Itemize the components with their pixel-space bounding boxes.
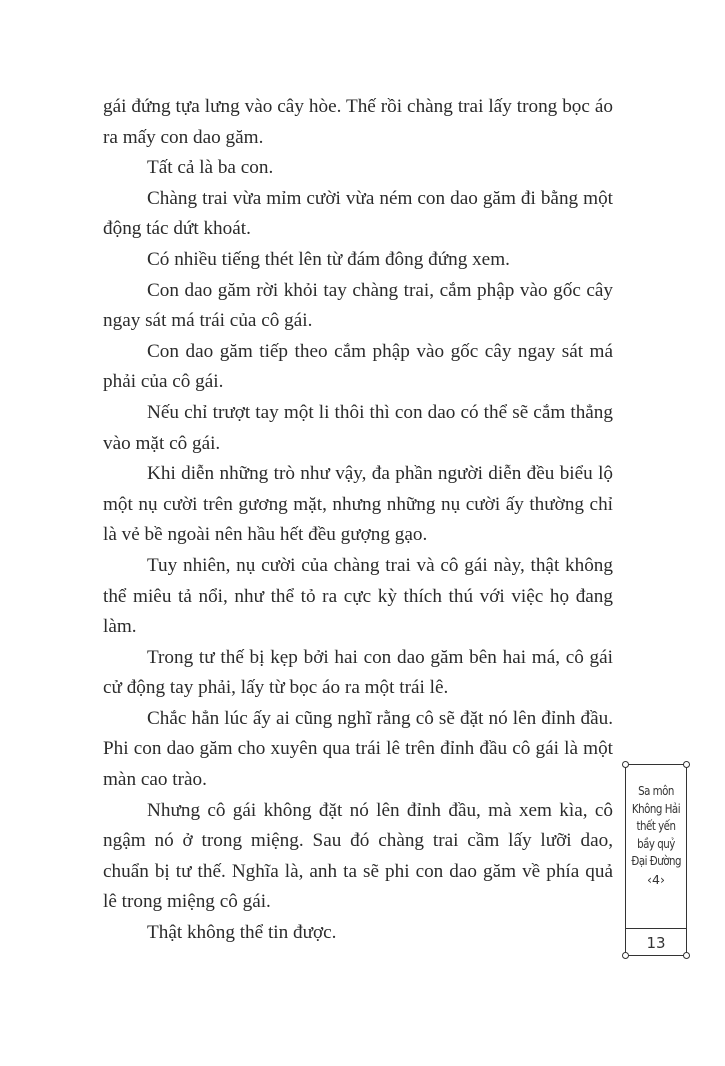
paragraph-5: Con dao găm rời khỏi tay chàng trai, cắm phập vào gốc cây ngay sát má trái của cô gái. xyxy=(103,279,613,332)
paragraph-3: Chàng trai vừa mỉm cười vừa ném con dao găm đi bằng một động tác dứt khoát. xyxy=(103,187,613,240)
body-text xyxy=(103,92,613,949)
divider xyxy=(626,928,686,929)
book-title-line: Đại Đường xyxy=(631,853,682,868)
paragraph-11: Chắc hẳn lúc ấy ai cũng nghĩ rằng cô sẽ đặt nó lên đỉnh đầu. Phi con dao găm cho xuyên qua trái lê trên đỉnh đầu cô gái là một màn cao trào. xyxy=(103,707,613,791)
book-title-line: thết yến xyxy=(636,818,676,833)
paragraph-9: Tuy nhiên, nụ cười của chàng trai và cô gái này, thật không thể miêu tả nổi, như thể tỏ ra cực kỳ thích thú với việc họ đang làm. xyxy=(103,554,613,638)
book-title xyxy=(626,765,686,890)
book-title-line: Sa môn xyxy=(638,783,674,798)
volume-number: ‹4› xyxy=(647,871,665,887)
paragraph-13: Thật không thể tin được. xyxy=(147,922,337,944)
book-title-line: bầy quỷ xyxy=(637,835,675,851)
book-title-line: Không Hải xyxy=(631,800,681,816)
book-title-tab xyxy=(625,764,687,956)
paragraph-6: Con dao găm tiếp theo cắm phập vào gốc cây ngay sát má phải của cô gái. xyxy=(103,340,613,393)
paragraph-8: Khi diễn những trò như vậy, đa phần người diễn đều biểu lộ một nụ cười trên gương mặt, nhưng những nụ cười ấy thường chỉ là vẻ bề ngoài nên hầu hết đều gượng gạo. xyxy=(103,463,613,546)
paragraph-2: Tất cả là ba con. xyxy=(147,157,274,179)
corner-ornament xyxy=(683,952,690,959)
paragraph-12: Nhưng cô gái không đặt nó lên đỉnh đầu, mà xem kìa, cô ngậm nó ở trong miệng. Sau đó chàng trai cầm lấy lưỡi dao, chuẩn bị tư thế. Nghĩa là, anh ta sẽ phi con dao găm về phía quả lê trong miệng cô gái. xyxy=(103,799,613,913)
paragraph-4: Có nhiều tiếng thét lên từ đám đông đứng xem. xyxy=(147,248,510,270)
paragraph-7: Nếu chỉ trượt tay một li thôi thì con dao có thể sẽ cắm thẳng vào mặt cô gái. xyxy=(103,401,613,454)
page-number: 13 xyxy=(646,934,666,952)
corner-ornament xyxy=(622,952,629,959)
paragraph-10: Trong tư thế bị kẹp bởi hai con dao găm bên hai má, cô gái cử động tay phải, lấy từ bọc áo ra một trái lê. xyxy=(103,646,613,699)
paragraph-1: gái đứng tựa lưng vào cây hòe. Thế rồi chàng trai lấy trong bọc áo ra mấy con dao găm. xyxy=(103,96,613,148)
